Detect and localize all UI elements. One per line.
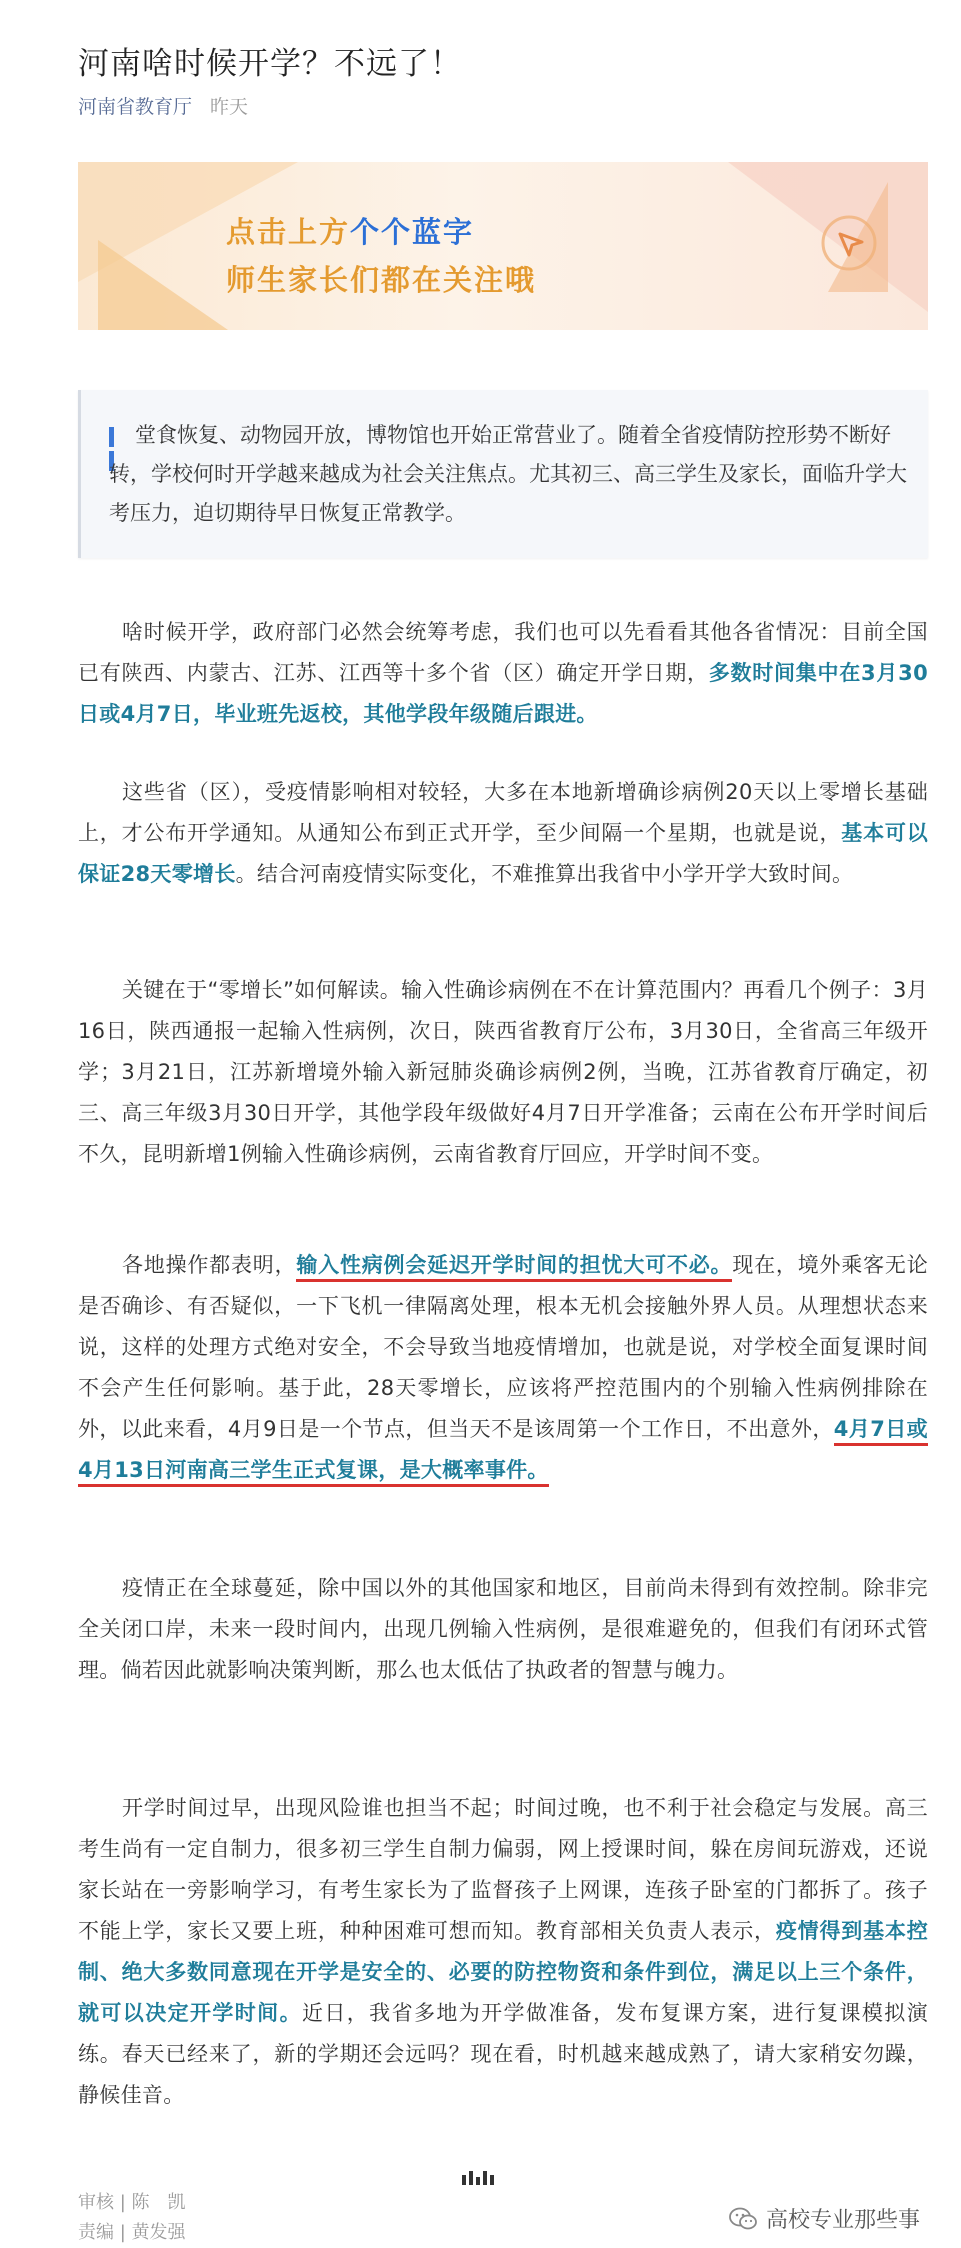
paragraph-6-text-end: 近日，我省多地为开学做准备，发布复课方案，进行复课模拟演练。春天已经来了，新的学期还会远吗？现在看，时机越来越成熟了，请大家稍安勿躁，静候佳音。 [78, 2001, 929, 2107]
paragraph-2-text: 这些省（区），受疫情影响相对较轻，大多在本地新增确诊病例20天以上零增长基础上，才公布开学通知。从通知公布到正式开学，至少间隔一个星期，也就是说， [78, 780, 928, 845]
paragraph-5: 疫情正在全球蔓延，除中国以外的其他国家和地区，目前尚未得到有效控制。除非完全关闭口岸，未来一段时间内，出现几例输入性病例，是很难避免的，但我们有闭环式管理。倘若因此就影响决策判断，那么也太低估了执政者的智慧与魄力。 [78, 1576, 928, 1682]
article-title: 河南啥时候开学？不远了！ [78, 46, 462, 82]
banner-line-2: 师生家长们都在关注哦 [226, 263, 537, 297]
paragraph-1-text: 啥时候开学，政府部门必然会统筹考虑，我们也可以先看看其他各省情况：目前全国已有陕西、内蒙古、江苏、江西等十多个省（区）确定开学日期， [78, 620, 928, 685]
paragraph-2-highlight: 基本可以保证28天零增长 [78, 821, 929, 886]
paragraph-6-text: 开学时间过早，出现风险谁也担当不起；时间过晚，也不利于社会稳定与发展。高三考生尚有一定自制力，很多初三学生自制力偏弱，网上授课时间，躲在房间玩游戏，还说家长站在一旁影响学习，有考生家长为了监督孩子上网课，连孩子卧室的门都拆了。孩子不能上学，家长又要上班，种种困难可想而知。教育部相关负责人表示， [78, 1796, 928, 1943]
paragraph-1-highlight: 多数时间集中在3月30日或4月7日，毕业班先返校，其他学段年级随后跟进。 [78, 661, 928, 726]
author-link[interactable]: 河南省教育厅 [78, 96, 193, 118]
reviewer-credit: 审核 | 陈 凯 [78, 2192, 186, 2213]
intro-quote-box [78, 390, 928, 558]
account-name: 高校专业那些事 [766, 2208, 921, 2233]
account-watermark [728, 2203, 920, 2234]
banner-line-1 [226, 210, 474, 251]
banner-line-1-highlight: 个个蓝字 [350, 215, 475, 249]
follow-banner[interactable] [78, 162, 928, 330]
paragraph-2-text-end: 。结合河南疫情实际变化，不难推算出我省中小学开学大致时间。 [235, 862, 854, 886]
paragraph-4-underlined-conclusion: 4月7日或4月13日河南高三学生正式复课，是大概率事件。 [78, 1417, 928, 1487]
paragraph-3: 关键在于“零增长”如何解读。输入性确诊病例在不在计算范围内？再看几个例子：3月16日，陕西通报一起输入性病例，次日，陕西省教育厅公布，3月30日，全省高三年级开学；3月21日，江苏新增境外输入新冠肺炎确诊病例2例，当晚，江苏省教育厅确定，初三、高三年级3月30日开学，其他学段年级做好4月7日开学准备；云南在公布开学时间后不久，昆明新增1例输入性确诊病例，云南省教育厅回应，开学时间不变。 [78, 978, 928, 1166]
click-cursor-icon [818, 212, 880, 274]
paragraph-6-highlight: 疫情得到基本控制、绝大多数同意现在开学是安全的、必要的防控物资和条件到位，满足以上三个条件，就可以决定开学时间。 [78, 1919, 928, 2025]
publish-date: 昨天 [210, 96, 249, 118]
paragraph-4-text: 各地操作都表明， [122, 1253, 297, 1277]
paragraph-1 [78, 612, 928, 735]
wechat-icon [728, 2206, 758, 2232]
paragraph-4-text-mid: 现在，境外乘客无论是否确诊、有否疑似，一下飞机一律隔离处理，根本无机会接触外界人员。从理想状态来说，这样的处理方式绝对安全，不会导致当地疫情增加，也就是说，对学校全面复课时间不会产生任何影响。基于此，28天零增长，应该将严控范围内的个别输入性病例排除在外，以此来看，4月9日是一个节点，但当天不是该周第一个工作日，不出意外， [78, 1253, 928, 1441]
article-meta [78, 92, 248, 119]
section-divider-icon [462, 2166, 498, 2182]
banner-decoration [98, 240, 228, 330]
banner-line-1-pre: 点击上方 [226, 215, 351, 249]
editor-credit: 责编 | 黄发强 [78, 2222, 186, 2243]
paragraph-4 [78, 1245, 928, 1491]
paragraph-2 [78, 772, 928, 895]
paragraph-6 [78, 1788, 928, 2116]
intro-quote-text: 堂食恢复、动物园开放，博物馆也开始正常营业了。随着全省疫情防控形势不断好转，学校何时开学越来越成为社会关注焦点。尤其初三、高三学生及家长，面临升学大考压力，迫切期待早日恢复正常教学。 [109, 423, 907, 525]
paragraph-4-underlined-highlight: 输入性病例会延迟开学时间的担忧大可不必。 [296, 1253, 732, 1282]
